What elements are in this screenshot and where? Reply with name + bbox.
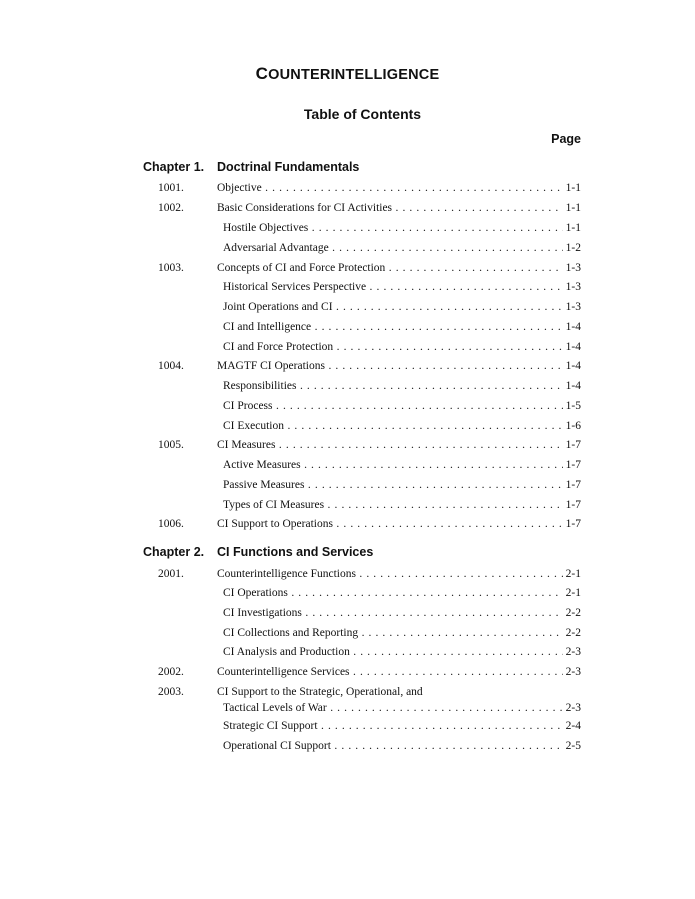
entry-label: Hostile Objectives . . . xyxy=(223,222,575,234)
toc-subentry[interactable] xyxy=(0,420,695,436)
toc-subentry[interactable] xyxy=(0,646,695,662)
page-number: 2-2 xyxy=(563,607,581,619)
chapter-number: Chapter 2. xyxy=(143,545,205,559)
page-number: 1-7 xyxy=(563,459,581,471)
toc-subentry[interactable] xyxy=(0,607,695,623)
entry-label: Objective . . . xyxy=(217,182,575,194)
entry-label: CI Execution . . . xyxy=(223,420,575,432)
page-column-label: Page xyxy=(551,132,581,146)
page-number: 1-7 xyxy=(563,479,581,491)
toc-subentry[interactable] xyxy=(0,242,695,258)
page-number: 1-3 xyxy=(563,262,581,274)
section-number: 1003. xyxy=(158,262,184,274)
toc-entry[interactable] xyxy=(0,568,695,584)
page-number: 1-4 xyxy=(563,341,581,353)
entry-label: CI Analysis and Production . . . xyxy=(223,646,575,658)
entry-label: CI Process . . . xyxy=(223,400,575,412)
entry-label: Counterintelligence Functions . . . xyxy=(217,568,575,580)
section-number: 1005. xyxy=(158,439,184,451)
entry-label: CI Measures . . . xyxy=(217,439,575,451)
entry-label: Active Measures . . . xyxy=(223,459,575,471)
section-number: 1004. xyxy=(158,360,184,372)
toc-subentry[interactable] xyxy=(0,281,695,297)
toc-entry[interactable] xyxy=(0,202,695,218)
entry-label: CI Investigations . . . xyxy=(223,607,575,619)
entry-label: Concepts of CI and Force Protection . . . xyxy=(217,262,575,274)
page-number: 1-7 xyxy=(563,439,581,451)
entry-label: Historical Services Perspective . . . xyxy=(223,281,575,293)
page-number: 1-1 xyxy=(563,202,581,214)
section-number: 2001. xyxy=(158,568,184,580)
toc-subentry[interactable] xyxy=(0,301,695,317)
chapter-heading xyxy=(143,160,359,174)
toc-subentry[interactable] xyxy=(0,499,695,515)
toc-heading: Table of Contents xyxy=(303,106,422,122)
toc-subentry[interactable] xyxy=(0,459,695,475)
chapter-number: Chapter 1. xyxy=(143,160,205,174)
page-number: 2-1 xyxy=(563,587,581,599)
page-number: 1-7 xyxy=(563,518,581,530)
toc-subentry[interactable] xyxy=(0,740,695,756)
page-number: 2-3 xyxy=(563,646,581,658)
section-number: 2002. xyxy=(158,666,184,678)
page-number: 2-3 xyxy=(563,666,581,678)
document-title-initial: C xyxy=(255,64,269,83)
page-number: 2-5 xyxy=(563,740,581,752)
entry-label: CI Operations . . . xyxy=(223,587,575,599)
toc-subentry[interactable] xyxy=(0,222,695,238)
toc-entry[interactable] xyxy=(0,262,695,278)
entry-label: Joint Operations and CI . . . xyxy=(223,301,575,313)
toc-subentry[interactable] xyxy=(0,321,695,337)
toc-entry[interactable] xyxy=(0,439,695,455)
entry-label: Operational CI Support . . . xyxy=(223,740,575,752)
entry-label: Responsibilities . . . xyxy=(223,380,575,392)
toc-subentry[interactable] xyxy=(0,627,695,643)
page-number: 1-4 xyxy=(563,321,581,333)
entry-label: MAGTF CI Operations . . . xyxy=(217,360,575,372)
page-number: 2-2 xyxy=(563,627,581,639)
entry-label: CI and Intelligence . . . xyxy=(223,321,575,333)
entry-label-line1: CI Support to the Strategic, Operational, and xyxy=(217,686,423,698)
page-number: 1-4 xyxy=(563,360,581,372)
toc-entry[interactable] xyxy=(0,666,695,682)
page-number: 1-5 xyxy=(563,400,581,412)
page-number: 2-1 xyxy=(563,568,581,580)
page-number: 1-6 xyxy=(563,420,581,432)
page-number: 2-3 xyxy=(563,702,581,714)
toc-subentry[interactable] xyxy=(0,479,695,495)
toc-subentry[interactable] xyxy=(0,341,695,357)
entry-label: Basic Considerations for CI Activities . . . xyxy=(217,202,575,214)
page-number: 1-1 xyxy=(563,222,581,234)
entry-label: CI and Force Protection . . . xyxy=(223,341,575,353)
entry-label: CI Collections and Reporting . . . xyxy=(223,627,575,639)
section-number: 1001. xyxy=(158,182,184,194)
toc-entry[interactable] xyxy=(0,518,695,534)
chapter-heading xyxy=(143,545,373,559)
page-number: 1-7 xyxy=(563,499,581,511)
page-number: 1-3 xyxy=(563,281,581,293)
entry-label: Types of CI Measures . . . xyxy=(223,499,575,511)
entry-label: Tactical Levels of War . . . xyxy=(223,702,575,714)
toc-subentry[interactable] xyxy=(0,587,695,603)
document-title xyxy=(0,64,695,84)
toc-subentry[interactable] xyxy=(0,380,695,396)
chapter-title: CI Functions and Services xyxy=(217,545,374,559)
entry-label: Strategic CI Support . . . xyxy=(223,720,575,732)
entry-label: CI Support to Operations . . . xyxy=(217,518,575,530)
section-number: 1002. xyxy=(158,202,184,214)
page-number: 1-2 xyxy=(563,242,581,254)
toc-entry[interactable] xyxy=(0,360,695,376)
entry-label: Adversarial Advantage . . . xyxy=(223,242,575,254)
toc-subentry[interactable] xyxy=(0,400,695,416)
entry-label: Passive Measures . . . xyxy=(223,479,575,491)
section-number: 1006. xyxy=(158,518,184,530)
section-number: 2003. xyxy=(158,686,184,698)
document-title-rest: OUNTERINTELLIGENCE xyxy=(268,67,440,83)
chapter-title: Doctrinal Fundamentals xyxy=(217,160,360,174)
page-number: 1-1 xyxy=(563,182,581,194)
page-number: 1-4 xyxy=(563,380,581,392)
toc-entry[interactable] xyxy=(0,686,695,718)
page-number: 1-3 xyxy=(563,301,581,313)
toc-entry[interactable] xyxy=(0,182,695,198)
page-number: 2-4 xyxy=(563,720,581,732)
toc-subentry[interactable] xyxy=(0,720,695,736)
entry-label: Counterintelligence Services . . . xyxy=(217,666,575,678)
